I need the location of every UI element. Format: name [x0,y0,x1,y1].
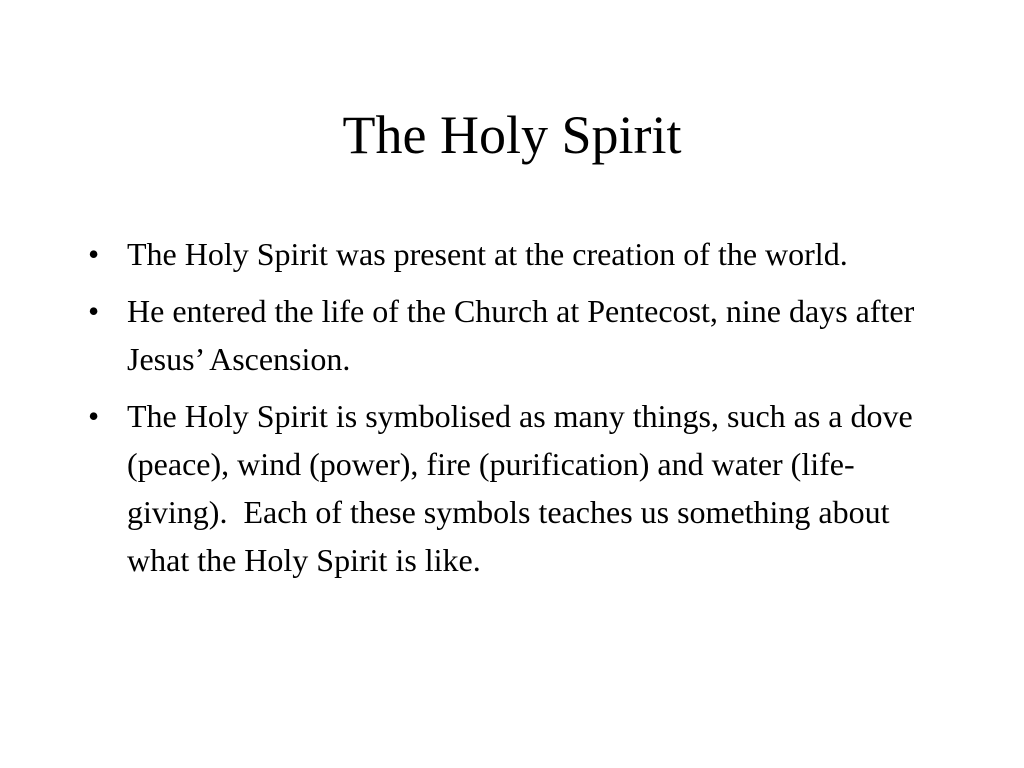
slide-title: The Holy Spirit [342,105,682,165]
bullet-item [88,230,928,278]
bullet-text: The Holy Spirit is symbolised as many things, such as a dove (peace), wind (power), fire (purification) and water (life-giving). Each of these symbols teaches us something about what the Holy Spirit is like. [127,398,921,578]
bullet-item [88,392,928,584]
bullet-marker: • [88,236,100,272]
bullet-marker: • [88,293,100,329]
bullet-item [88,287,928,383]
bullet-marker: • [88,398,100,434]
bullet-text: The Holy Spirit was present at the creation of the world. [127,236,848,272]
bullet-text: He entered the life of the Church at Pentecost, nine days after Jesus’ Ascension. [127,293,923,377]
bullet-list [88,230,928,593]
